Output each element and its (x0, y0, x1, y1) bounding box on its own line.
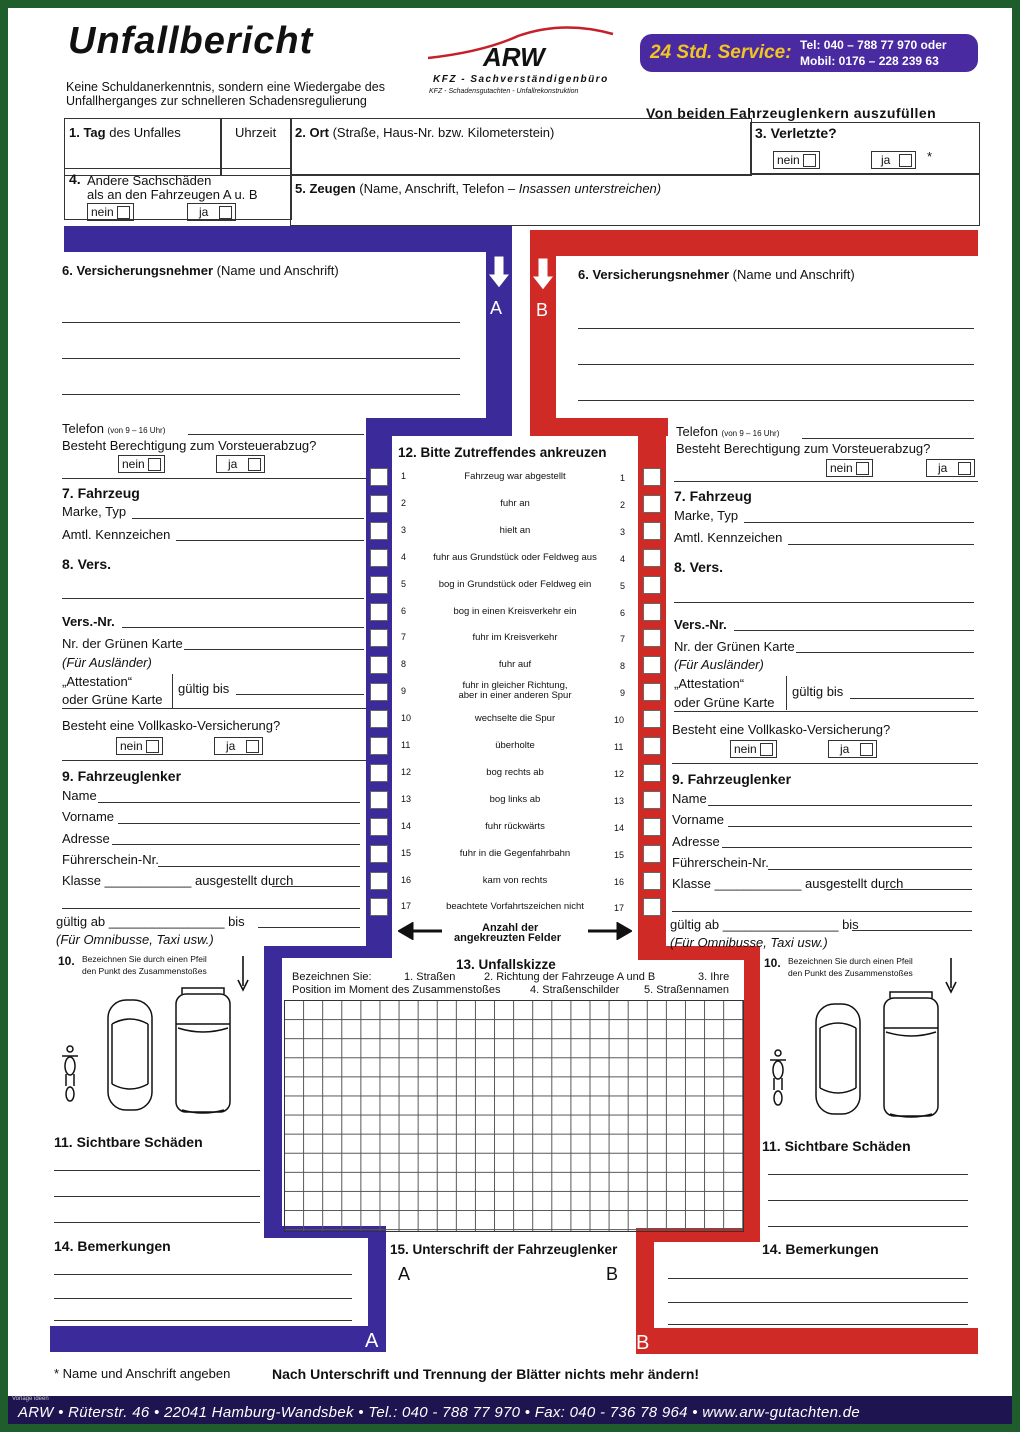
circumstance-number-b: 16 (614, 876, 625, 887)
vehicle-a-lower-column (264, 946, 282, 1236)
other-damage-no-checkbox[interactable]: nein (87, 203, 134, 221)
a-vehicle-title: 7. Fahrzeug (62, 485, 140, 501)
a-green-card-line[interactable] (184, 649, 364, 650)
b-license-line[interactable] (768, 869, 972, 870)
circumstance-checkbox-a[interactable] (370, 629, 388, 647)
field-4-line1: Andere Sachschäden (87, 173, 212, 188)
service-tel: Tel: 040 – 788 77 970 oder (800, 38, 947, 52)
b-vat-yes-checkbox[interactable]: ja (926, 459, 975, 477)
field-2-label: 2. Ort (Straße, Haus-Nr. bzw. Kilometerstein) (295, 125, 555, 140)
service-mobil: Mobil: 0176 – 228 239 63 (800, 54, 939, 68)
sketch-instr-5: 5. Straßennamen (644, 984, 729, 996)
a-make-line[interactable] (132, 518, 364, 519)
a-driver-address-label: Adresse (62, 831, 110, 846)
circumstance-number-b: 5 (620, 580, 626, 591)
vehicle-a-mid-step (264, 946, 392, 958)
a-make-label: Marke, Typ (62, 504, 127, 519)
a-policyholder-line-2[interactable] (62, 358, 460, 359)
arrow-right-icon (586, 922, 632, 940)
circumstance-number-a: 16 (401, 874, 412, 885)
b-class-label: Klasse ____________ ausgestellt durch (672, 876, 904, 891)
a-vat-question: Besteht Berechtigung zum Vorsteuerabzug? (62, 438, 317, 453)
intro-line-1: Keine Schuldanerkenntnis, sondern eine Wiedergabe des (66, 80, 385, 94)
circumstance-number-a: 17 (401, 901, 412, 912)
circumstance-checkbox-b[interactable] (643, 872, 661, 890)
arrow-left-icon (398, 922, 444, 940)
a-license-line[interactable] (158, 866, 360, 867)
count-label-2: angekreuzten Felder (454, 932, 561, 944)
b-divider-1 (674, 481, 978, 482)
logo-name: ARW (483, 42, 545, 72)
sketch-grid[interactable] (284, 1000, 744, 1232)
b-attestation-label: „Attestation“ (674, 676, 745, 691)
b-attestation-divider (786, 676, 787, 710)
sketch-instr-1: 1. Straßen (404, 971, 456, 983)
circumstance-number-a: 4 (401, 551, 407, 562)
circumstance-label: Fahrzeug war abgestellt (464, 471, 566, 482)
a-green-card-alt-label: oder Grüne Karte (62, 692, 163, 707)
a-impact-text-1: Bezeichnen Sie durch einen Pfeil (82, 954, 207, 964)
circumstance-checkbox-a[interactable] (370, 495, 388, 513)
a-driver-firstname-label: Vorname (62, 809, 115, 824)
other-damage-yes-checkbox[interactable]: ja (187, 203, 236, 221)
b-plate-line[interactable] (788, 544, 974, 545)
circumstance-checkbox-b[interactable] (643, 898, 661, 916)
a-vat-no-checkbox[interactable]: nein (118, 455, 165, 473)
a-valid-until-label: gültig bis (178, 681, 230, 696)
a-driver-name-label: Name (62, 788, 97, 803)
a-comprehensive-question: Besteht eine Vollkasko-Versicherung? (62, 718, 281, 733)
circumstance-checkbox-b[interactable] (643, 576, 661, 594)
vehicle-b-lower-column (744, 946, 760, 1242)
circumstance-label: bog links ab (489, 793, 541, 805)
circumstance-label: fuhr an (500, 497, 530, 509)
vehicle-a-top-bar (64, 226, 512, 252)
circumstance-label: fuhr in die Gegenfahrbahn (459, 847, 571, 859)
a-plate-label: Amtl. Kennzeichen (62, 527, 171, 542)
sketch-title: 13. Unfallskizze (456, 957, 556, 972)
b-comprehensive-no-checkbox[interactable]: nein (730, 740, 777, 758)
circumstance-checkbox-b[interactable] (643, 468, 661, 486)
a-attestation-label: „Attestation“ (62, 674, 133, 689)
fill-note: Von beiden Fahrzeuglenkern auszufüllen (646, 105, 937, 121)
circumstance-label: beachtete Vorfahrtszeichen nicht (446, 901, 584, 913)
a-green-card-label: Nr. der Grünen Karte (62, 636, 183, 651)
circumstance-number-a: 2 (401, 497, 407, 508)
a-driver-firstname-line[interactable] (118, 823, 360, 824)
circumstance-checkbox-a[interactable] (370, 818, 388, 836)
circumstance-number-b: 15 (614, 849, 625, 860)
b-policy-number-label: Vers.-Nr. (674, 617, 727, 632)
circumstances-title: 12. Bitte Zutreffendes ankreuzen (398, 445, 607, 460)
circumstance-checkbox-b[interactable] (643, 764, 661, 782)
a-driver-name-line[interactable] (98, 802, 360, 803)
circumstance-number-b: 3 (620, 526, 626, 537)
circumstance-label: bog rechts ab (486, 766, 544, 778)
circumstance-number-b: 14 (614, 822, 625, 833)
star-footnote: * Name und Anschrift angeben (54, 1366, 231, 1381)
circumstance-checkbox-b[interactable] (643, 791, 661, 809)
field-4-line2: als an den Fahrzeugen A u. B (87, 187, 258, 202)
circumstance-number-a: 9 (401, 686, 407, 697)
circumstance-number-a: 7 (401, 632, 407, 643)
circumstance-checkbox-b[interactable] (643, 603, 661, 621)
b-driver-title: 9. Fahrzeuglenker (672, 771, 792, 787)
injured-no-checkbox[interactable]: nein (773, 151, 820, 169)
a-issued-line[interactable] (272, 886, 360, 887)
b-issued-line-2[interactable] (672, 911, 972, 912)
circumstance-number-a: 3 (401, 524, 407, 535)
a-impact-text-2: den Punkt des Zusammenstoßes (82, 966, 207, 976)
warning-note: Nach Unterschrift und Trennung der Blätter nichts mehr ändern! (272, 1366, 700, 1382)
a-phone-label: Telefon (von 9 – 16 Uhr) (62, 421, 166, 436)
circumstance-label: fuhr rückwärts (485, 820, 545, 832)
circumstance-checkbox-a[interactable] (370, 872, 388, 890)
a-issued-line-2[interactable] (62, 908, 360, 909)
logo-subtitle: KFZ - Sachverständigenbüro (433, 74, 609, 85)
b-damage-line-1[interactable] (768, 1174, 968, 1175)
circumstance-checkbox-b[interactable] (643, 522, 661, 540)
b-policy-number-line[interactable] (734, 630, 974, 631)
b-remarks-line-1[interactable] (668, 1278, 968, 1279)
a-comprehensive-yes-checkbox[interactable]: ja (214, 737, 263, 755)
circumstance-checkbox-b[interactable] (643, 710, 661, 728)
circumstance-number-b: 9 (620, 688, 626, 699)
a-remarks-line-2[interactable] (54, 1298, 352, 1299)
circumstance-number-b: 13 (614, 795, 625, 806)
circumstance-label: fuhr auf (498, 659, 532, 671)
field-4-num: 4. (69, 171, 81, 187)
b-divider-2 (674, 711, 978, 712)
a-policy-number-label: Vers.-Nr. (62, 614, 115, 629)
field-3-label: 3. Verletzte? (755, 125, 837, 141)
circumstance-number-b: 8 (620, 661, 626, 672)
b-make-line[interactable] (744, 522, 974, 523)
field-3-injured (750, 122, 980, 174)
b-valid-from-label: gültig ab ________________ bis (670, 917, 859, 932)
circumstance-number-a: 5 (401, 578, 407, 589)
a-divider-2 (62, 708, 366, 709)
circumstance-label: überholte (495, 740, 535, 751)
circumstance-checkbox-b[interactable] (643, 737, 661, 755)
circumstance-checkbox-a[interactable] (370, 791, 388, 809)
a-insurance-title: 8. Vers. (62, 556, 112, 572)
circumstance-checkbox-b[interactable] (643, 549, 661, 567)
a-damage-line-1[interactable] (54, 1170, 260, 1171)
vehicle-b-bottom-bar (636, 1328, 978, 1354)
circumstance-label: bog in einen Kreisverkehr ein (453, 605, 577, 617)
circumstance-checkbox-b[interactable] (643, 683, 661, 701)
circumstance-checkbox-a[interactable] (370, 522, 388, 540)
b-damage-line-3[interactable] (768, 1226, 968, 1227)
page-title: Unfallbericht (68, 20, 314, 62)
sketch-instr-label: Bezeichnen Sie: (292, 971, 372, 983)
b-make-label: Marke, Typ (674, 508, 739, 523)
b-issued-line[interactable] (884, 889, 972, 890)
b-driver-firstname-line[interactable] (728, 826, 972, 827)
b-vat-no-checkbox[interactable]: nein (826, 459, 873, 477)
a-remarks-title: 14. Bemerkungen (54, 1238, 171, 1254)
field-4-other-damage (64, 168, 292, 220)
b-impact-num: 10. (764, 956, 781, 970)
b-driver-name-line[interactable] (708, 805, 972, 806)
circumstance-checkbox-b[interactable] (643, 656, 661, 674)
b-comprehensive-yes-checkbox[interactable]: ja (828, 740, 877, 758)
vehicle-b-top-bar (530, 230, 978, 256)
b-damage-line-2[interactable] (768, 1200, 968, 1201)
a-insurance-line[interactable] (62, 598, 364, 599)
circumstance-checkbox-b[interactable] (643, 495, 661, 513)
circumstance-number-b: 6 (620, 607, 626, 618)
b-valid-until-label: gültig bis (792, 684, 844, 699)
a-damage-title: 11. Sichtbare Schäden (54, 1134, 203, 1150)
circumstance-label: kam von rechts (482, 874, 548, 886)
a-policy-number-line[interactable] (122, 627, 364, 628)
b-policyholder-line-1[interactable] (578, 328, 974, 329)
b-phone-line[interactable] (802, 438, 974, 439)
a-comprehensive-no-checkbox[interactable]: nein (116, 737, 163, 755)
b-damage-title: 11. Sichtbare Schäden (762, 1138, 911, 1154)
b-plate-label: Amtl. Kennzeichen (674, 530, 783, 545)
circumstance-number-b: 7 (620, 634, 626, 645)
signature-b-label: B (606, 1264, 619, 1284)
circumstance-number-a: 15 (401, 847, 412, 858)
a-remarks-line-3[interactable] (54, 1320, 352, 1321)
circumstance-checkbox-a[interactable] (370, 683, 388, 701)
footer-bar (8, 1396, 1012, 1424)
b-policyholder-line-3[interactable] (578, 400, 974, 401)
uhrzeit-label: Uhrzeit (235, 125, 277, 140)
circumstance-number-a: 6 (401, 605, 407, 616)
circumstance-label: fuhr in gleicher Richtung, aber in einer anderen Spur (458, 680, 572, 702)
b-policyholder-line-2[interactable] (578, 364, 974, 365)
field-5-witnesses[interactable] (290, 174, 980, 226)
arrow-down-b-icon (528, 256, 558, 292)
circumstance-checkbox-a[interactable] (370, 764, 388, 782)
circumstance-number-b: 10 (614, 715, 625, 726)
circumstance-label: wechselte die Spur (474, 713, 556, 725)
vehicle-a-bottom-bar (50, 1326, 386, 1352)
b-insurance-line[interactable] (674, 602, 974, 603)
sketch-instr-position: Position im Moment des Zusammenstoßes (292, 984, 501, 996)
b-insurance-title: 8. Vers. (674, 559, 724, 575)
circumstance-number-b: 1 (620, 473, 626, 483)
a-impact-num: 10. (58, 954, 75, 968)
sketch-instr-3: 3. Ihre (698, 971, 730, 983)
circumstance-checkbox-a[interactable] (370, 549, 388, 567)
b-green-card-alt-label: oder Grüne Karte (674, 695, 775, 710)
b-impact-text-1: Bezeichnen Sie durch einen Pfeil (788, 956, 913, 966)
circumstance-checkbox-a[interactable] (370, 845, 388, 863)
b-driver-address-label: Adresse (672, 834, 720, 849)
field-5-label: 5. Zeugen (Name, Anschrift, Telefon – Insassen unterstreichen) (295, 181, 662, 196)
circumstance-checkbox-a[interactable] (370, 656, 388, 674)
circumstance-number-b: 12 (614, 768, 625, 779)
count-label-1: Anzahl der (482, 922, 539, 934)
b-driver-firstname-label: Vorname (672, 812, 725, 827)
circumstance-checkbox-a[interactable] (370, 576, 388, 594)
circumstance-checkbox-a[interactable] (370, 898, 388, 916)
b-vehicle-diagrams-icon (760, 988, 960, 1120)
footer-small-text: Vorlage ideen (12, 1396, 49, 1402)
a-driver-address-line[interactable] (112, 844, 360, 845)
circumstance-number-b: 17 (614, 903, 625, 914)
a-divider-3 (62, 760, 366, 761)
a-damage-line-2[interactable] (54, 1196, 260, 1197)
signature-a-label: A (398, 1264, 411, 1284)
accident-report-form (8, 8, 1012, 1424)
arw-logo (423, 22, 623, 102)
service-label: 24 Std. Service: (650, 42, 792, 63)
a-foreigners-note: (Für Ausländer) (62, 655, 152, 670)
a-remarks-line-1[interactable] (54, 1274, 352, 1275)
circumstance-checkbox-a[interactable] (370, 737, 388, 755)
field-1-label: 1. Tag des Unfalles (69, 125, 181, 140)
circumstance-label: fuhr im Kreisverkehr (472, 632, 558, 644)
a-vehicle-diagrams-icon (52, 984, 252, 1116)
circumstance-label: bog in Grundstück oder Feldweg ein (438, 578, 592, 590)
circumstance-number-b: 4 (620, 553, 626, 564)
vehicle-a-label-top: A (490, 298, 503, 318)
circumstance-label: hielt an (499, 524, 531, 536)
b-comprehensive-question: Besteht eine Vollkasko-Versicherung? (672, 722, 891, 737)
a-valid-until-line[interactable] (236, 694, 364, 695)
footer-address: ARW • Rüterstr. 46 • 22041 Hamburg-Wandsbek • Tel.: 040 - 788 77 970 • Fax: 040 - 736 78 964 • www.arw-gutachten.de (18, 1404, 861, 1421)
a-class-label: Klasse ____________ ausgestellt durch (62, 873, 294, 888)
logo-tagline: KFZ - Schadensgutachten - Unfallrekonstruktion (429, 88, 579, 95)
a-valid-to-line[interactable] (258, 927, 360, 928)
circumstance-checkbox-b[interactable] (643, 629, 661, 647)
b-vat-question: Besteht Berechtigung zum Vorsteuerabzug? (676, 441, 931, 456)
b-impact-text-2: den Punkt des Zusammenstoßes (788, 968, 913, 978)
a-policyholder-line-3[interactable] (62, 394, 460, 395)
b-driver-name-label: Name (672, 791, 707, 806)
a-driver-title: 9. Fahrzeuglenker (62, 768, 182, 784)
circumstance-checkbox-b[interactable] (643, 845, 661, 863)
a-plate-line[interactable] (176, 540, 364, 541)
sketch-instr-2: 2. Richtung der Fahrzeuge A und B (484, 971, 656, 983)
arrow-down-a-icon (484, 254, 514, 290)
field-2-location[interactable] (290, 118, 752, 176)
circumstance-checkbox-a[interactable] (370, 710, 388, 728)
b-remarks-title: 14. Bemerkungen (762, 1241, 879, 1257)
a-bus-note: (Für Omnibusse, Taxi usw.) (56, 932, 214, 947)
a-policyholder-label: 6. Versicherungsnehmer (Name und Anschrift) (62, 263, 339, 278)
b-foreigners-note: (Für Ausländer) (674, 657, 764, 672)
a-phone-line[interactable] (188, 434, 364, 435)
a-damage-line-3[interactable] (54, 1222, 260, 1223)
circumstance-label: fuhr aus Grundstück oder Feldweg aus (433, 551, 597, 563)
a-valid-from-label: gültig ab ________________ bis (56, 914, 245, 929)
vehicle-b-label-bottom: B (636, 1332, 650, 1354)
circumstance-number-a: 8 (401, 659, 407, 670)
a-divider-1 (62, 478, 366, 479)
circumstance-checkbox-b[interactable] (643, 818, 661, 836)
circumstance-number-a: 14 (401, 820, 412, 831)
b-divider-3 (672, 763, 978, 764)
b-license-label: Führerschein-Nr. (672, 855, 769, 870)
circumstance-number-a: 13 (401, 793, 412, 804)
b-valid-to-line[interactable] (852, 930, 972, 931)
b-policyholder-label: 6. Versicherungsnehmer (Name und Anschrift) (578, 267, 855, 282)
circumstance-checkbox-a[interactable] (370, 468, 388, 486)
vehicle-b-label-top: B (536, 300, 549, 320)
vehicle-a-label-bottom: A (365, 1330, 379, 1352)
intro-line-2: Unfallherganges zur schnelleren Schadensregulierung (66, 94, 367, 108)
b-bus-note: (Für Omnibusse, Taxi usw.) (670, 935, 828, 950)
a-attestation-divider (172, 674, 173, 708)
a-policyholder-line-1[interactable] (62, 322, 460, 323)
b-driver-address-line[interactable] (722, 847, 972, 848)
b-phone-label: Telefon (von 9 – 16 Uhr) (676, 424, 780, 439)
b-green-card-label: Nr. der Grünen Karte (674, 639, 795, 654)
a-vat-yes-checkbox[interactable]: ja (216, 455, 265, 473)
circumstance-number-b: 11 (614, 742, 624, 752)
b-green-card-line[interactable] (796, 652, 974, 653)
circumstance-number-b: 2 (620, 499, 626, 510)
service-banner (640, 34, 978, 72)
circumstance-number-a: 10 (401, 713, 412, 724)
sketch-instr-4: 4. Straßenschilder (530, 984, 620, 996)
circumstance-checkbox-a[interactable] (370, 603, 388, 621)
circumstance-number-a: 11 (401, 740, 411, 750)
injured-star: * (927, 149, 933, 164)
a-license-label: Führerschein-Nr. (62, 852, 159, 867)
b-valid-until-line[interactable] (850, 698, 974, 699)
injured-yes-checkbox[interactable]: ja (871, 151, 916, 169)
b-remarks-line-3[interactable] (668, 1324, 968, 1325)
signature-area[interactable] (392, 1288, 630, 1354)
b-vehicle-title: 7. Fahrzeug (674, 488, 752, 504)
b-remarks-line-2[interactable] (668, 1302, 968, 1303)
signature-title: 15. Unterschrift der Fahrzeuglenker (390, 1242, 618, 1257)
circumstance-number-a: 12 (401, 766, 412, 777)
circumstance-number-a: 1 (401, 471, 407, 481)
